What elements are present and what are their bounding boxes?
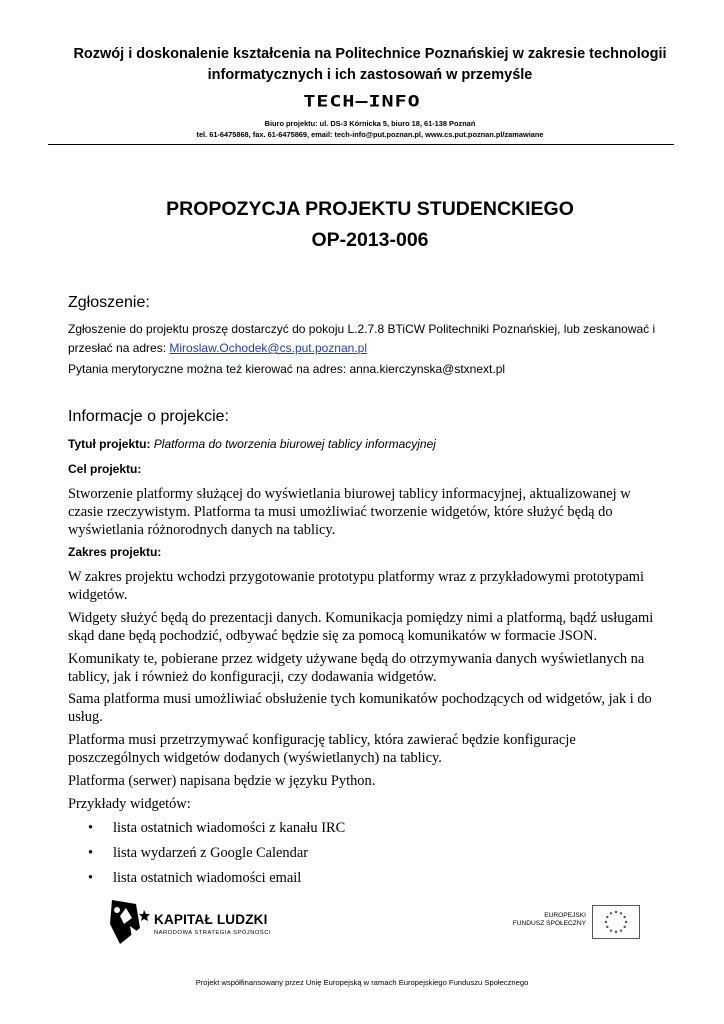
tech-info-logo: TECH–INFO <box>303 91 421 111</box>
zakres-paragraph-5 <box>68 731 668 767</box>
header-title <box>40 44 700 86</box>
header-divider <box>48 144 674 145</box>
list-item-text: lista ostatnich wiadomości email <box>113 870 302 886</box>
list-item <box>68 867 345 892</box>
document-id: OP-2013-006 <box>311 229 429 251</box>
cel-paragraph <box>68 485 668 539</box>
cel-line2: czasie rzeczywistym. Platforma ta musi umożliwiać tworzenie widgetów, które służyć będą do <box>68 504 613 520</box>
cel-label: Cel projektu: <box>68 462 142 476</box>
zakres-p1-line1: W zakres projektu wchodzi przygotowanie prototypu platformy wraz z przykładowymi prototypami <box>68 569 644 585</box>
informacje-heading: Informacje o projekcie: <box>68 408 229 425</box>
bullet-icon: • <box>88 870 94 886</box>
zgloszenie-line2 <box>68 339 668 358</box>
widget-examples-list <box>68 817 345 892</box>
zakres-label: Zakres projektu: <box>68 545 162 559</box>
list-item-text: lista ostatnich wiadomości z kanału IRC <box>113 820 346 836</box>
kapital-ludzki-title: KAPITAŁ LUDZKI <box>154 912 268 927</box>
zgloszenie-heading: Zgłoszenie: <box>68 294 150 311</box>
zgloszenie-paragraph <box>68 320 668 358</box>
zgloszenie-questions: Pytania merytoryczne można też kierować na adres: anna.kierczynska@stxnext.pl <box>68 362 506 376</box>
zakres-paragraph-1 <box>68 568 668 604</box>
kapital-ludzki-emblem-icon <box>108 898 150 948</box>
header-title-line1: Rozwój i doskonalenie kształcenia na Politechnice Poznańskiej w zakresie technologii <box>73 46 667 62</box>
zakres-paragraph-6: Platforma (serwer) napisana będzie w języku Python. <box>68 773 376 789</box>
project-title-label: Tytuł projektu: <box>68 437 151 451</box>
header-title-line2: informatycznych i ich zastosowań w przemyśle <box>207 67 533 83</box>
project-title-row <box>68 435 668 454</box>
eu-fund-line2: FUNDUSZ SPOŁECZNY <box>512 920 586 927</box>
zakres-p5-line1: Platforma musi przetrzymywać konfigurację tablicy, która zawierać będzie konfiguracje <box>68 732 576 748</box>
zakres-p2-line2: skąd dane będą pochodzić, odbywać będzie się za pomocą komunikatów w formacie JSON. <box>68 628 598 644</box>
address-line2: tel. 61-6475868, fax. 61-6475869, email: tech-info@put.poznan.pl, www.cs.put.poznan.pl/zamawiane <box>196 130 544 139</box>
zakres-paragraph-3 <box>68 650 668 686</box>
project-title-value: Platforma do tworzenia biurowej tablicy informacyjnej <box>153 437 436 451</box>
zakres-p2-line1: Widgety służyć będą do prezentacji danych. Komunikacja pomiędzy nimi a platformą, bądź usługami <box>68 610 654 626</box>
cel-line1: Stworzenie platformy służącej do wyświetlania biurowej tablicy informacyjnej, aktualizowanej w <box>68 486 631 502</box>
zakres-paragraph-7: Przykłady widgetów: <box>68 796 191 812</box>
document-title <box>40 194 700 256</box>
bullet-icon: • <box>88 820 94 836</box>
email-link[interactable]: Miroslaw.Ochodek@cs.put.poznan.pl <box>169 341 368 355</box>
eu-flag-icon <box>592 905 640 939</box>
list-item <box>68 817 345 842</box>
zakres-p4-line1: Sama platforma musi umożliwiać obsłużenie tych komunikatów pochodzących od widgetów, jak i do <box>68 691 652 707</box>
document-title-line1: PROPOZYCJA PROJEKTU STUDENCKIEGO <box>166 198 574 220</box>
zakres-p5-line2: poszczególnych widgetów dodanych (wyświetlanych) na tablicy. <box>68 750 442 766</box>
address-line1: Biuro projektu: ul. DS-3 Kórnicka 5, biuro 18, 61-138 Poznań <box>264 119 476 128</box>
zakres-paragraph-4 <box>68 690 668 726</box>
zakres-p4-line2: usług. <box>68 709 103 725</box>
list-item <box>68 842 345 867</box>
cel-line3: wyświetlania różnorodnych danych na tablicy. <box>68 522 336 538</box>
eu-fund-line1: EUROPEJSKI <box>544 912 586 919</box>
zgloszenie-line2-prefix: przesłać na adres: <box>68 341 170 355</box>
zakres-p3-line1: Komunikaty te, pobierane przez widgety używane będą do otrzymywania danych wyświetlanych na <box>68 651 645 667</box>
zakres-p1-line2: widgetów. <box>68 587 128 603</box>
footer-text: Projekt współfinansowany przez Unię Europejską w ramach Europejskiego Funduszu Społecznego <box>195 978 529 987</box>
zakres-p3-line2: tablicy, jak i również do konfiguracji, czy dodawania widgetów. <box>68 669 437 685</box>
list-item-text: lista wydarzeń z Google Calendar <box>113 845 308 861</box>
eu-fund-label <box>504 912 586 928</box>
bullet-icon: • <box>88 845 94 861</box>
zgloszenie-line1: Zgłoszenie do projektu proszę dostarczyć do pokoju L.2.7.8 BTiCW Politechniki Poznańskiej, lub zeskanować i <box>68 322 656 336</box>
kapital-ludzki-subtitle: NARODOWA STRATEGIA SPÓJNOŚCI <box>154 930 272 936</box>
zakres-paragraph-2 <box>68 609 668 645</box>
